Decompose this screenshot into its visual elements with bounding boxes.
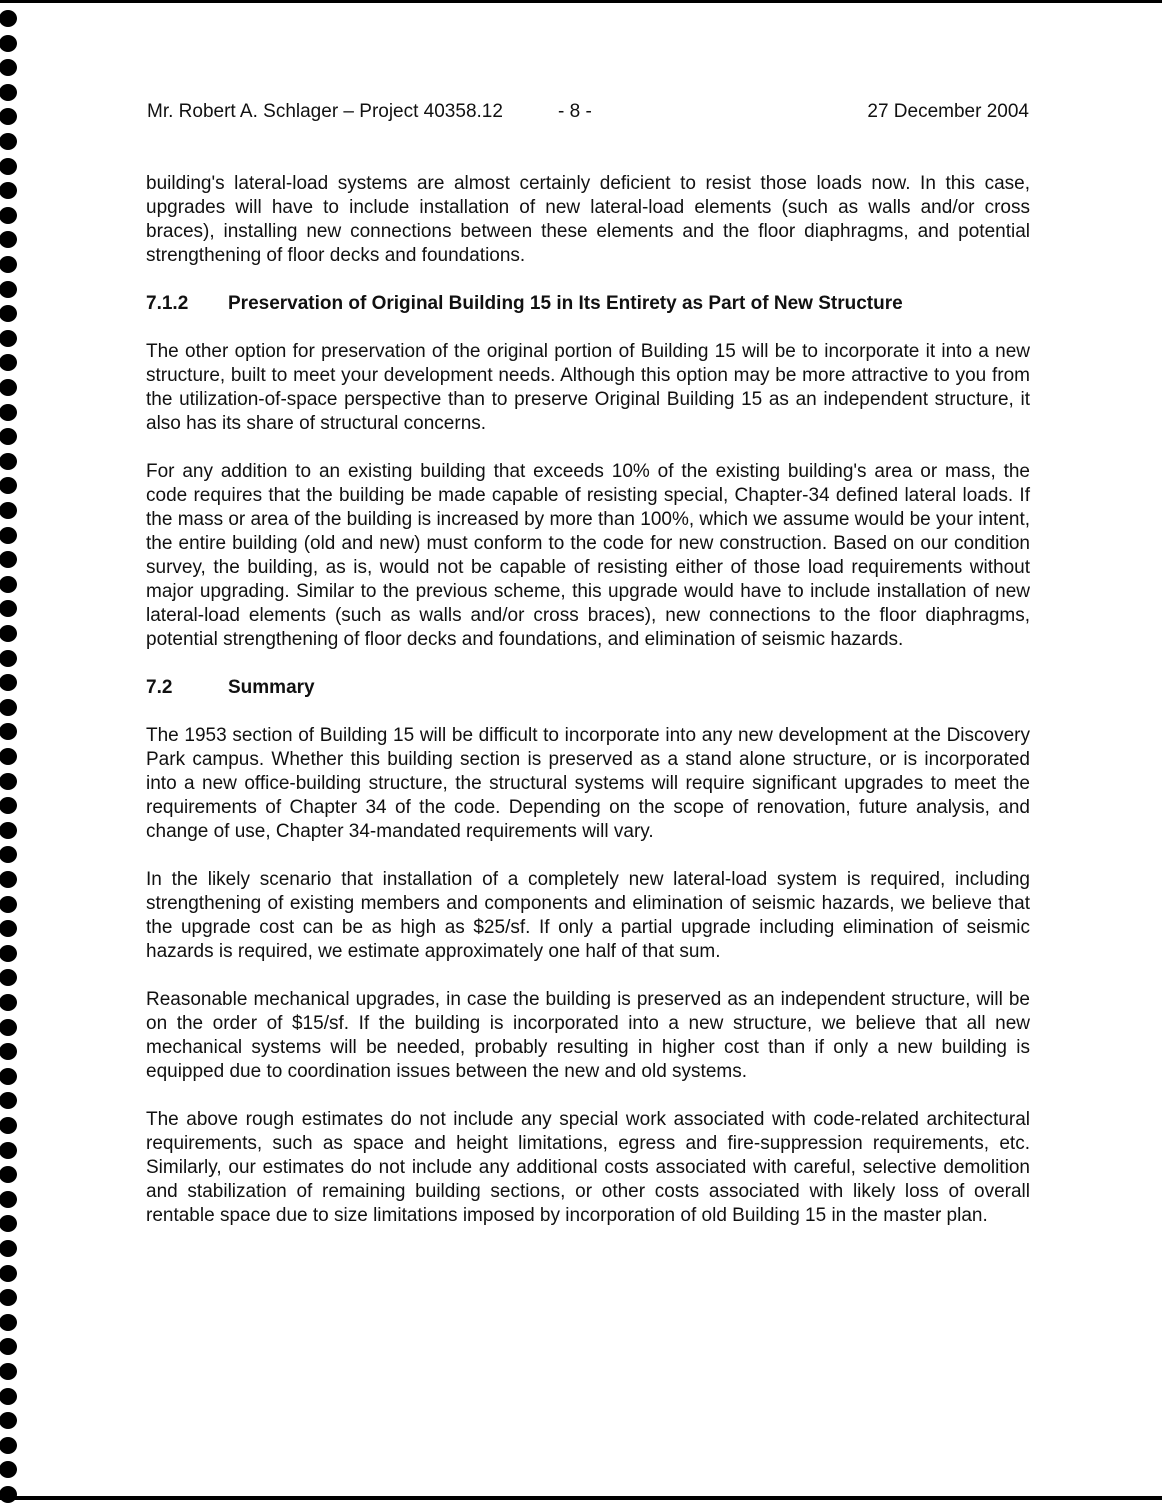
binding-hole (0, 551, 17, 568)
binding-hole (0, 699, 17, 716)
binding-hole (0, 773, 17, 790)
binding-hole (0, 1412, 17, 1429)
binding-hole (0, 330, 17, 347)
section-title: Summary (228, 677, 315, 698)
binding-hole (0, 305, 17, 322)
section-number: 7.1.2 (146, 293, 189, 314)
binding-hole (0, 453, 17, 470)
binding-hole (0, 674, 17, 691)
binding-hole (0, 84, 17, 101)
binding-hole (0, 1117, 17, 1134)
header-page-number: - 8 - (558, 101, 592, 122)
binding-holes (0, 0, 40, 1500)
binding-hole (0, 650, 17, 667)
section-heading-7-1-2 (146, 292, 1030, 316)
binding-hole (0, 354, 17, 371)
binding-hole (0, 723, 17, 740)
binding-hole (0, 231, 17, 248)
binding-hole (0, 920, 17, 937)
paragraph-5: In the likely scenario that installation of a completely new lateral-load system is required, including strengthening of existing members and components and elimination of seismic hazards, we believe that the upgrade cost can be as high as $25/sf. If only a partial upgrade including elimination of seismic hazards is required, we estimate approximately one half of that sum. (146, 869, 1030, 962)
binding-hole (0, 1437, 17, 1454)
binding-hole (0, 625, 17, 642)
binding-hole (0, 59, 17, 76)
paragraph-2: The other option for preservation of the original portion of Building 15 will be to incorporate it into a new structure, built to meet your development needs. Although this option may be more attractive to you from the utilization-of-space perspective than to preserve Original Building 15 as an independent structure, it also has its share of structural concerns. (146, 341, 1030, 434)
binding-hole (0, 797, 17, 814)
binding-hole (0, 1068, 17, 1085)
binding-hole (0, 1142, 17, 1159)
binding-hole (0, 133, 17, 150)
paragraph-3: For any addition to an existing building that exceeds 10% of the existing building's area or mass, the code requires that the building be made capable of resisting special, Chapter-34 defined lateral loads. If the mass or area of the building is increased by more than 100%, which we assume would be your intent, the entire building (old and new) must conform to the code for new construction. Based on our condition survey, the building, as is, would not be capable of resisting either of those load requirements without major upgrading. Similar to the previous scheme, this upgrade would have to include installation of new lateral-load elements (such as walls and/or cross braces), new connections to the floor diaphragms, potential strengthening of floor decks and foundations, and elimination of seismic hazards. (146, 461, 1030, 650)
binding-hole (0, 1265, 17, 1282)
paragraph-6: Reasonable mechanical upgrades, in case the building is preserved as an independent structure, will be on the order of $15/sf. If the building is incorporated into a new structure, we believe that all new mechanical systems will be needed, probably resulting in higher cost than if only a new building is equipped due to coordination issues between the new and old systems. (146, 989, 1030, 1082)
binding-hole (0, 1166, 17, 1183)
binding-hole (0, 527, 17, 544)
binding-hole (0, 994, 17, 1011)
binding-hole (0, 871, 17, 888)
binding-hole (0, 1289, 17, 1306)
binding-hole (0, 1338, 17, 1355)
binding-hole (0, 256, 17, 273)
section-title: Preservation of Original Building 15 in Its Entirety as Part of New Structure (228, 293, 903, 314)
binding-hole (0, 600, 17, 617)
binding-hole (0, 404, 17, 421)
binding-hole (0, 379, 17, 396)
paragraph-4: The 1953 section of Building 15 will be difficult to incorporate into any new development at the Discovery Park campus. Whether this building section is preserved as a stand alone structure, or is incorporated into a new office-building structure, the structural systems will require significant upgrades to meet the requirements of Chapter 34 of the code. Depending on the scope of renovation, future analysis, and change of use, Chapter 34-mandated requirements will vary. (146, 725, 1030, 842)
binding-hole (0, 1043, 17, 1060)
document-body (146, 172, 1030, 1228)
binding-hole (0, 1486, 17, 1503)
binding-hole (0, 281, 17, 298)
binding-hole (0, 822, 17, 839)
binding-hole (0, 108, 17, 125)
binding-hole (0, 1388, 17, 1405)
binding-hole (0, 1314, 17, 1331)
section-number: 7.2 (146, 677, 173, 698)
binding-hole (0, 158, 17, 175)
paragraph-1: building's lateral-load systems are almost certainly deficient to resist those loads now. In this case, upgrades will have to include installation of new lateral-load elements (such as walls and/or cross braces), installing new connections between these elements and the floor diaphragms, and potential strengthening of floor decks and foundations. (146, 173, 1030, 266)
binding-hole (0, 35, 17, 52)
binding-hole (0, 182, 17, 199)
binding-hole (0, 1215, 17, 1232)
binding-hole (0, 576, 17, 593)
binding-hole (0, 1363, 17, 1380)
binding-hole (0, 502, 17, 519)
binding-hole (0, 207, 17, 224)
binding-hole (0, 1240, 17, 1257)
binding-hole (0, 428, 17, 445)
section-heading-7-2 (146, 676, 1030, 700)
header-recipient-project: Mr. Robert A. Schlager – Project 40358.12 (147, 101, 503, 122)
binding-hole (0, 748, 17, 765)
paragraph-7: The above rough estimates do not include any special work associated with code-related architectural requirements, such as space and height limitations, egress and fire-suppression requirements, etc. Similarly, our estimates do not include any additional costs associated with careful, selective demolition and stabilization of remaining building sections, or other costs associated with likely loss of overall rentable space due to size limitations imposed by incorporation of old Building 15 in the master plan. (146, 1109, 1030, 1226)
top-border (0, 0, 1162, 3)
binding-hole (0, 10, 17, 27)
binding-hole (0, 477, 17, 494)
binding-hole (0, 1461, 17, 1478)
binding-hole (0, 896, 17, 913)
binding-hole (0, 1191, 17, 1208)
binding-hole (0, 945, 17, 962)
header-date: 27 December 2004 (867, 101, 1029, 122)
binding-hole (0, 969, 17, 986)
binding-hole (0, 846, 17, 863)
binding-hole (0, 1019, 17, 1036)
bottom-border (0, 1496, 1162, 1500)
binding-hole (0, 1092, 17, 1109)
